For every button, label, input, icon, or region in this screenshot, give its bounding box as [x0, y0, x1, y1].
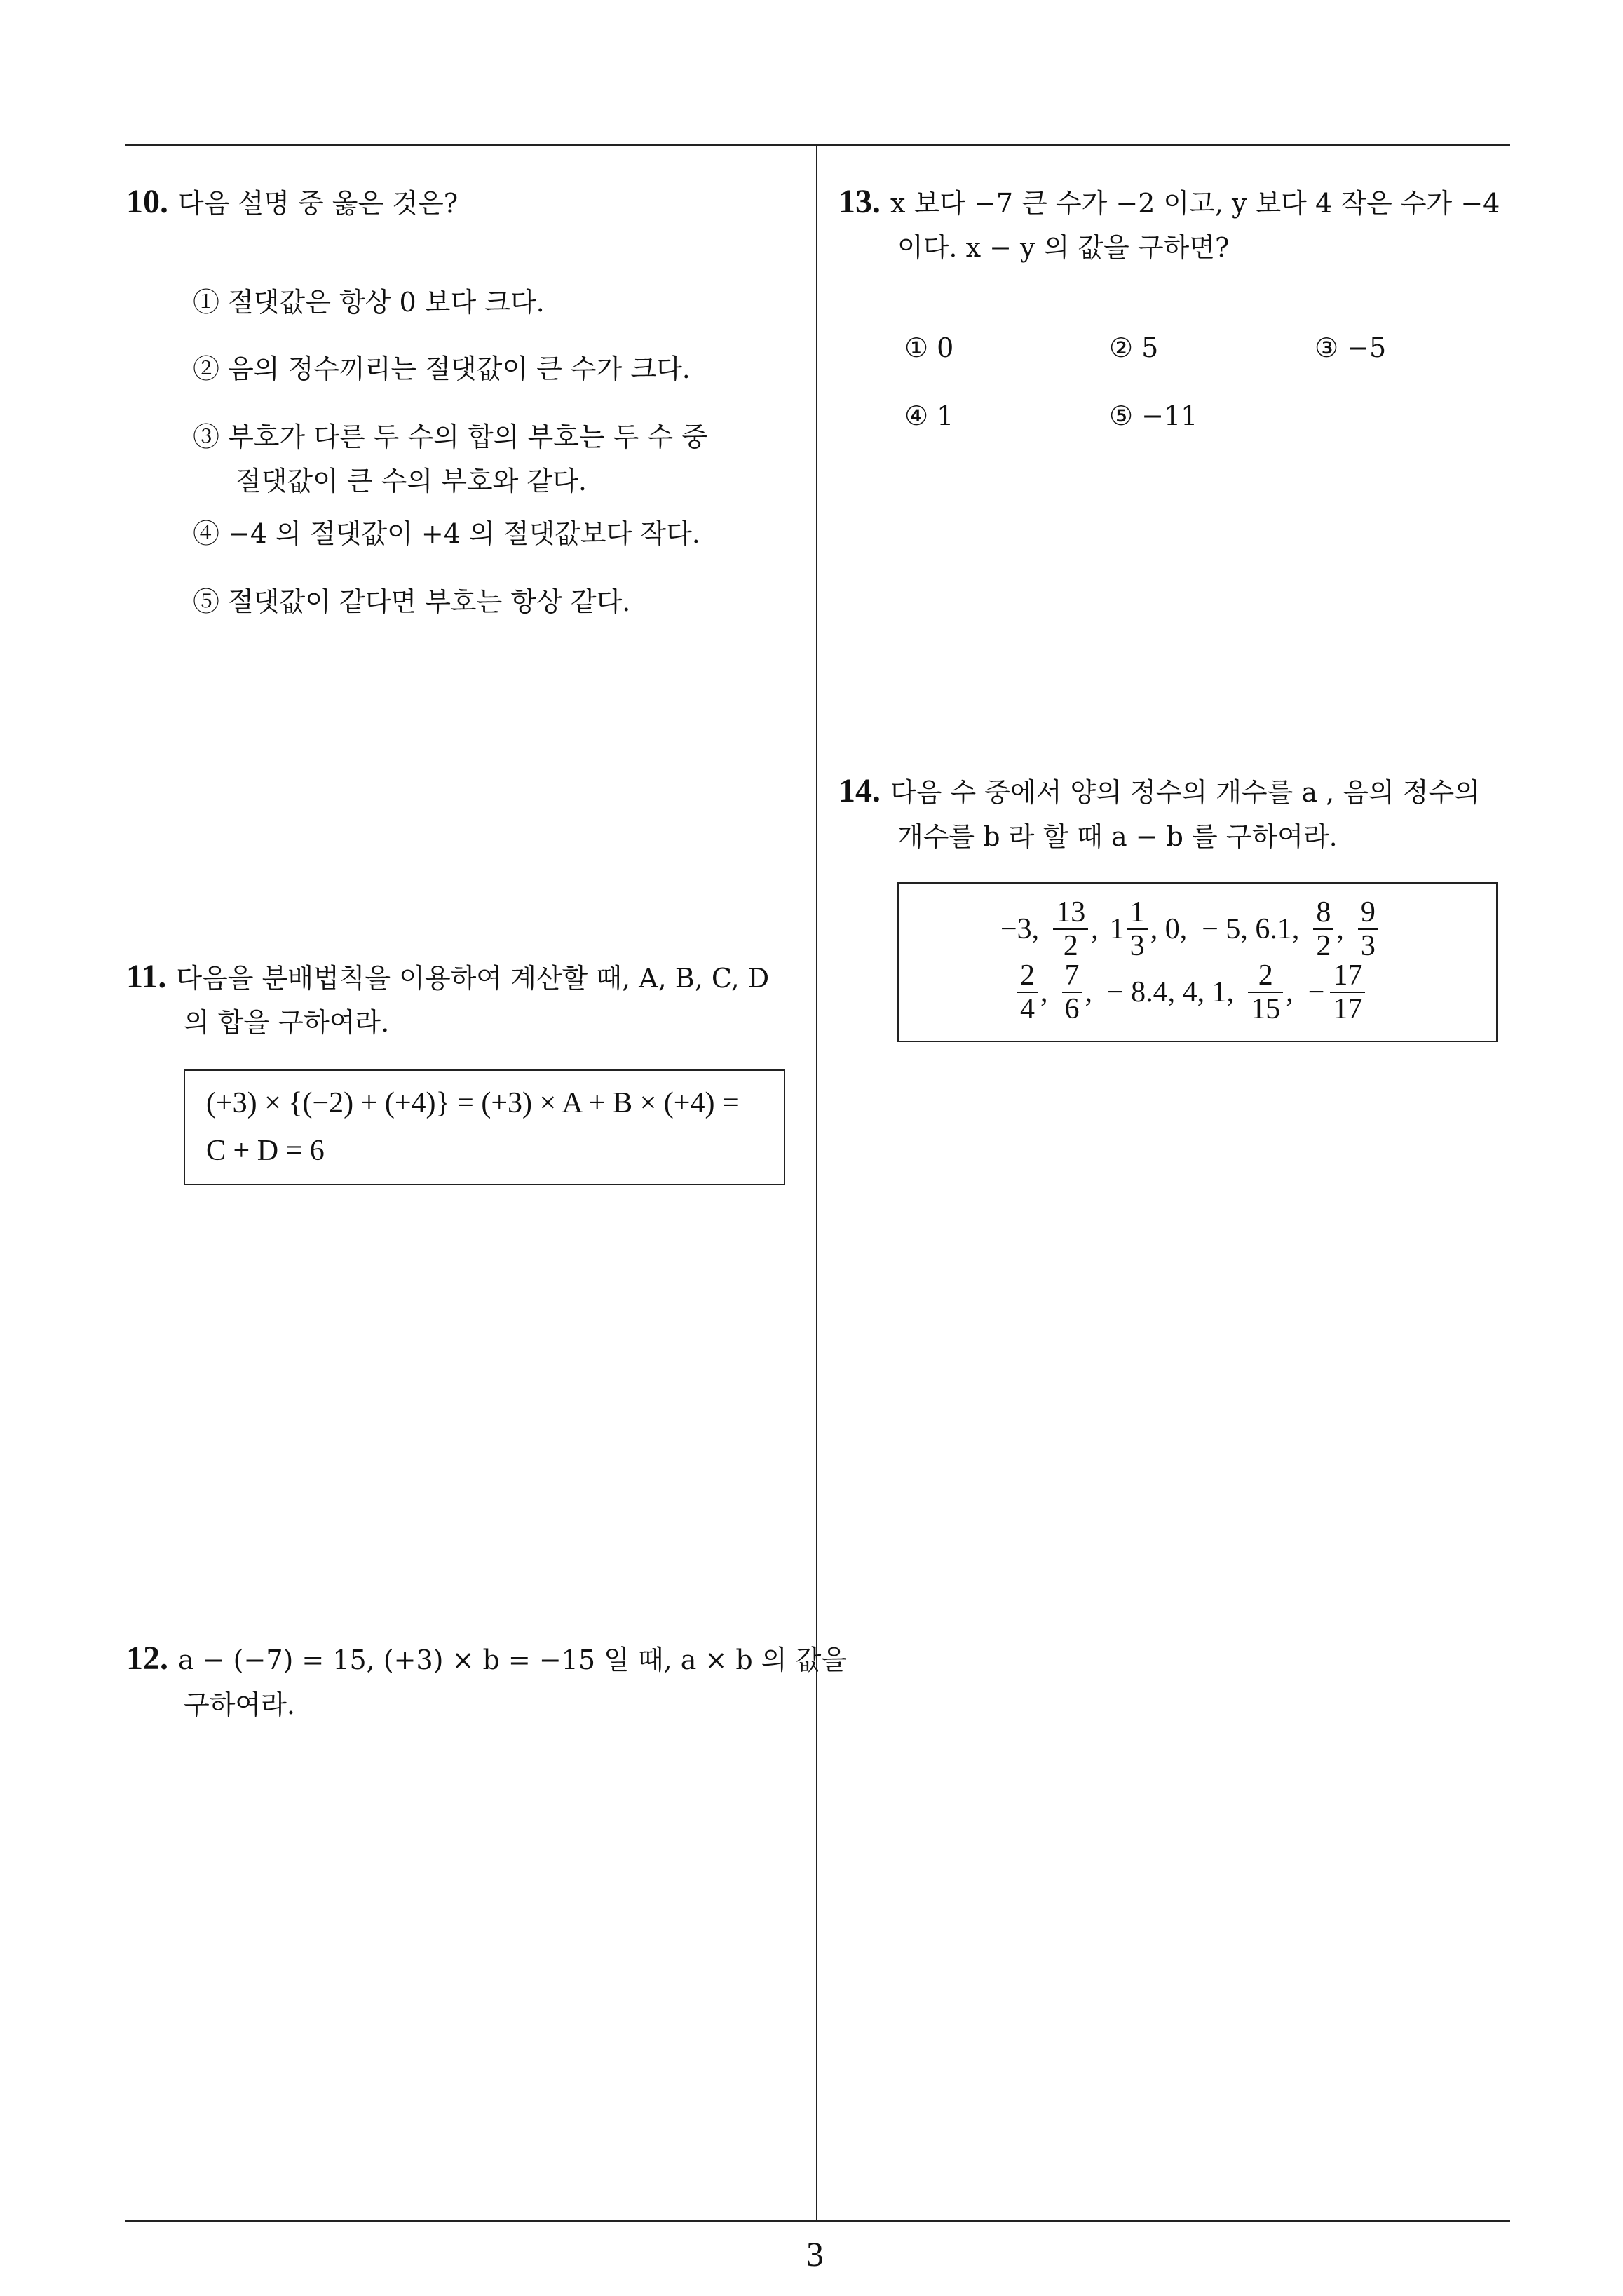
number-item: , −: [1286, 976, 1325, 1008]
number-item: , 0, − 5, 6.1,: [1150, 913, 1300, 945]
q10-option-4: ④ −4 의 절댓값이 +4 의 절댓값보다 작다.: [193, 518, 700, 549]
question-14-line2: 개수를 b 라 할 때 a − b 를 구하여라.: [897, 821, 1338, 852]
question-text-line1: 다음을 분배법칙을 이용하여 계산할 때, A, B, C, D: [176, 963, 770, 994]
q10-option-3-continued: 절댓값이 큰 수의 부호와 같다.: [236, 466, 587, 497]
q11-expression-box: [184, 1069, 785, 1185]
question-number: 11.: [126, 958, 167, 995]
q10-option-1: ① 절댓값은 항상 0 보다 크다.: [193, 287, 545, 318]
question-number: 13.: [838, 183, 881, 220]
q13-option-5: ⑤ −11: [1109, 400, 1198, 431]
question-number: 10.: [126, 183, 168, 220]
q10-option-2: ② 음의 정수끼리는 절댓값이 큰 수가 크다.: [193, 353, 691, 384]
question-14: [838, 768, 1480, 816]
q13-option-2: ② 5: [1109, 332, 1159, 363]
fraction: $\frac{2}{4}$: [1017, 959, 1038, 1025]
number-item: −3,: [1000, 913, 1040, 945]
question-11-line2: 의 합을 구하여라.: [184, 1007, 390, 1038]
q13-option-4: ④ 1: [904, 400, 954, 431]
q13-option-3: ③ −5: [1315, 332, 1387, 363]
question-11: [126, 954, 769, 1001]
q14-number-list-box: [897, 882, 1498, 1042]
q11-expression-line1: (+3) × {(−2) + (+4)} = (+3) × A + B × (+4) =: [206, 1087, 739, 1119]
q10-option-3: ③ 부호가 다른 두 수의 합의 부호는 두 수 중: [193, 421, 708, 452]
fraction: $\frac{17}{17}$: [1330, 959, 1365, 1025]
question-number: 14.: [838, 772, 881, 809]
q14-number-row-2: $\frac{2}{4}$ , $\frac{7}{6}$ , − 8.4, 4, 1, $\frac{2}{15}$ , − $\frac{17}{17}$: [1014, 959, 1368, 1025]
question-text: 다음 설명 중 옳은 것은?: [178, 188, 459, 219]
fraction: $\frac{9}{3}$: [1358, 896, 1378, 962]
question-13-line2: 이다. x − y 의 값을 구하면?: [897, 232, 1230, 263]
fraction: $\frac{7}{6}$: [1062, 959, 1082, 1025]
page-number: 3: [806, 2234, 824, 2274]
fraction: $\frac{1}{3}$: [1127, 896, 1148, 962]
question-12-line2: 구하여라.: [184, 1689, 295, 1720]
question-13: [838, 179, 1500, 227]
q11-expression-line2: C + D = 6: [206, 1135, 325, 1167]
question-text-line1: x 보다 −7 큰 수가 −2 이고, y 보다 4 작은 수가 −4: [890, 188, 1500, 219]
q14-number-row-1: −3, $\frac{13}{2}$ , 1 $\frac{1}{3}$ , 0, − 5, 6.1, $\frac{8}{2}$ , $\frac{9}{3}$: [1000, 896, 1381, 962]
question-number: 12.: [126, 1640, 168, 1677]
top-rule: [125, 144, 1510, 146]
question-text-line1: 다음 수 중에서 양의 정수의 개수를 a , 음의 정수의: [890, 777, 1480, 808]
bottom-rule: [125, 2220, 1510, 2222]
question-text-line1: a − (−7) = 15, (+3) × b = −15 일 때, a × b 의 값을: [178, 1645, 848, 1675]
q13-option-1: ① 0: [904, 332, 954, 363]
question-12: [126, 1635, 847, 1683]
fraction: $\frac{8}{2}$: [1313, 896, 1333, 962]
q10-option-5: ⑤ 절댓값이 같다면 부호는 항상 같다.: [193, 586, 631, 617]
mixed-number-whole: 1: [1109, 913, 1125, 945]
number-item: , − 8.4, 4, 1,: [1085, 976, 1235, 1008]
fraction: $\frac{13}{2}$: [1053, 896, 1088, 962]
column-divider: [816, 144, 817, 2222]
question-10: [126, 179, 458, 227]
fraction: $\frac{2}{15}$: [1248, 959, 1283, 1025]
